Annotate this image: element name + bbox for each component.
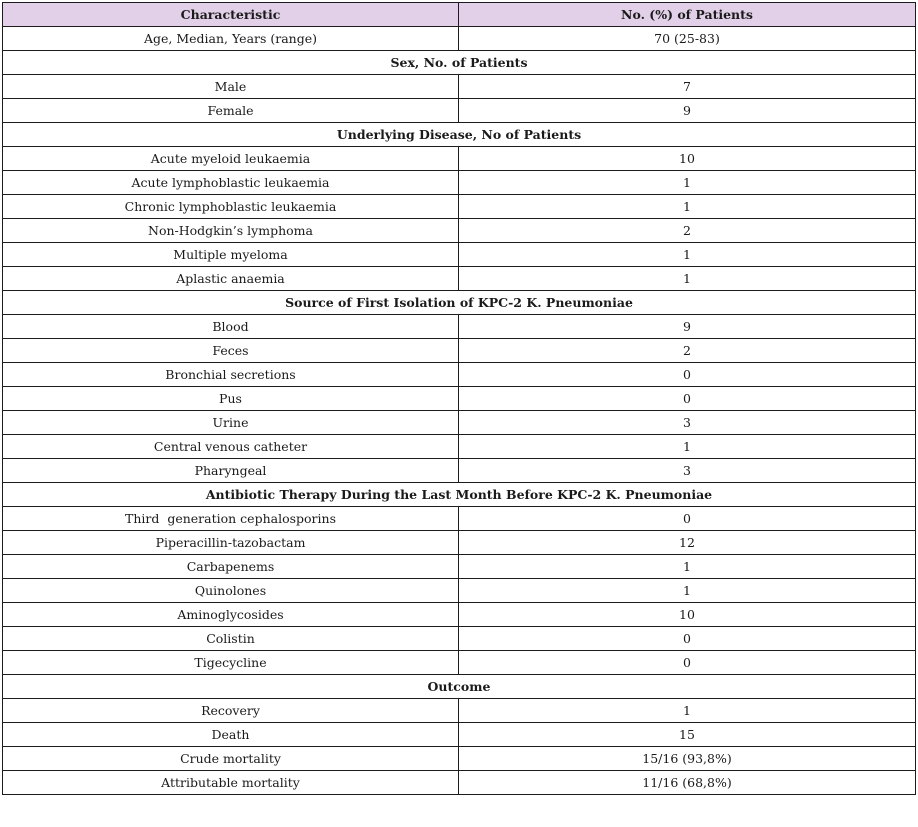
row-label: Non-Hodgkin’s lymphoma: [3, 219, 459, 243]
row-value: 2: [459, 219, 916, 243]
table-row: [3, 435, 916, 459]
row-value: 1: [459, 243, 916, 267]
section-header-antibiotic: [3, 483, 916, 507]
row-value: 9: [459, 315, 916, 339]
table-row: [3, 411, 916, 435]
row-value: 10: [459, 147, 916, 171]
section-header-disease: [3, 123, 916, 147]
row-value: 0: [459, 363, 916, 387]
row-value: 1: [459, 195, 916, 219]
row-label: Aminoglycosides: [3, 603, 459, 627]
table-row: [3, 75, 916, 99]
row-label: Attributable mortality: [3, 771, 459, 795]
header-characteristic: Characteristic: [3, 3, 459, 27]
table-row: [3, 27, 916, 51]
row-value: 1: [459, 171, 916, 195]
table-row: [3, 459, 916, 483]
header-patients: No. (%) of Patients: [459, 3, 916, 27]
row-label: Acute lymphoblastic leukaemia: [3, 171, 459, 195]
section-header-source: [3, 291, 916, 315]
row-value: 0: [459, 507, 916, 531]
section-title: Source of First Isolation of KPC-2 K. Pneumoniae: [3, 291, 916, 315]
row-value: 0: [459, 651, 916, 675]
section-title: Antibiotic Therapy During the Last Month Before KPC-2 K. Pneumoniae: [3, 483, 916, 507]
row-label: Piperacillin-tazobactam: [3, 531, 459, 555]
patient-characteristics-table: [2, 2, 916, 795]
row-value: 11/16 (68,8%): [459, 771, 916, 795]
row-label: Female: [3, 99, 459, 123]
row-label: Bronchial secretions: [3, 363, 459, 387]
row-value: 1: [459, 579, 916, 603]
table-row: [3, 315, 916, 339]
row-label: Pharyngeal: [3, 459, 459, 483]
table-row: [3, 651, 916, 675]
row-value: 15: [459, 723, 916, 747]
table-row: [3, 627, 916, 651]
row-label: Recovery: [3, 699, 459, 723]
section-title: Outcome: [3, 675, 916, 699]
row-label: Quinolones: [3, 579, 459, 603]
section-header-sex: [3, 51, 916, 75]
table-row: [3, 507, 916, 531]
row-label: Colistin: [3, 627, 459, 651]
row-label: Age, Median, Years (range): [3, 27, 459, 51]
row-label: Acute myeloid leukaemia: [3, 147, 459, 171]
row-value: 3: [459, 411, 916, 435]
table-row: [3, 387, 916, 411]
table-row: [3, 267, 916, 291]
row-label: Death: [3, 723, 459, 747]
row-label: Central venous catheter: [3, 435, 459, 459]
row-label: Multiple myeloma: [3, 243, 459, 267]
table-row: [3, 747, 916, 771]
row-value: 1: [459, 699, 916, 723]
table-row: [3, 219, 916, 243]
section-title: Underlying Disease, No of Patients: [3, 123, 916, 147]
row-value: 0: [459, 387, 916, 411]
row-value: 15/16 (93,8%): [459, 747, 916, 771]
row-label: Urine: [3, 411, 459, 435]
row-value: 2: [459, 339, 916, 363]
table-row: [3, 723, 916, 747]
row-label: Carbapenems: [3, 555, 459, 579]
table-row: [3, 579, 916, 603]
table-row: [3, 99, 916, 123]
table-row: [3, 171, 916, 195]
table-row: [3, 243, 916, 267]
row-value: 12: [459, 531, 916, 555]
table-row: [3, 531, 916, 555]
row-value: 1: [459, 267, 916, 291]
table-row: [3, 771, 916, 795]
row-label: Third generation cephalosporins: [3, 507, 459, 531]
row-value: 9: [459, 99, 916, 123]
row-value: 70 (25-83): [459, 27, 916, 51]
table-row: [3, 147, 916, 171]
section-header-outcome: [3, 675, 916, 699]
row-value: 10: [459, 603, 916, 627]
row-label: Feces: [3, 339, 459, 363]
row-value: 1: [459, 435, 916, 459]
row-label: Pus: [3, 387, 459, 411]
table-row: [3, 555, 916, 579]
row-label: Aplastic anaemia: [3, 267, 459, 291]
row-value: 3: [459, 459, 916, 483]
row-label: Blood: [3, 315, 459, 339]
table-row: [3, 363, 916, 387]
row-label: Crude mortality: [3, 747, 459, 771]
row-value: 1: [459, 555, 916, 579]
row-label: Male: [3, 75, 459, 99]
section-title: Sex, No. of Patients: [3, 51, 916, 75]
table-row: [3, 195, 916, 219]
table-row: [3, 339, 916, 363]
table-row: [3, 603, 916, 627]
row-value: 7: [459, 75, 916, 99]
table-row: [3, 699, 916, 723]
header-row: [3, 3, 916, 27]
row-value: 0: [459, 627, 916, 651]
row-label: Tigecycline: [3, 651, 459, 675]
row-label: Chronic lymphoblastic leukaemia: [3, 195, 459, 219]
